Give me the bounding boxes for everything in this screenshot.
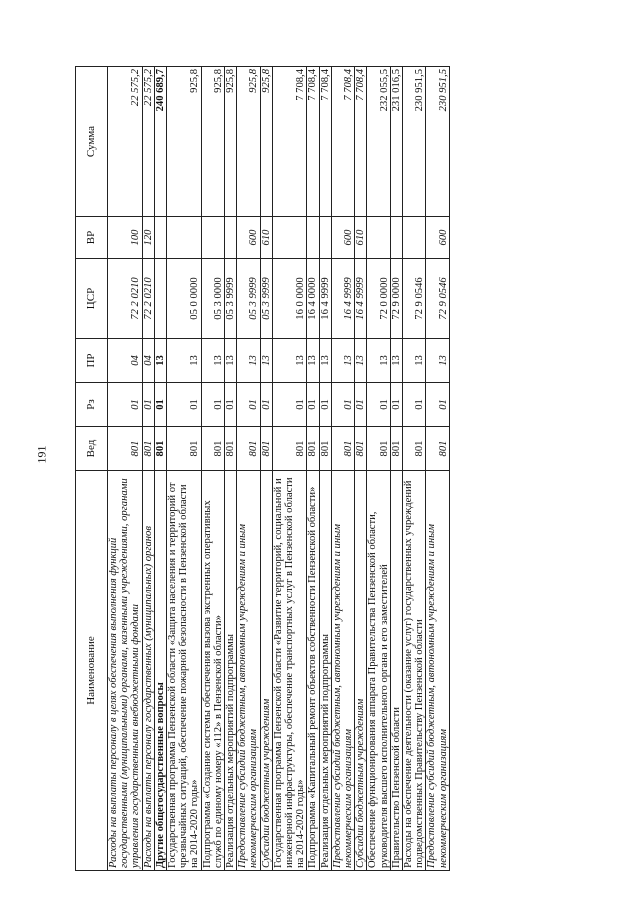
cell-name: Предоставление субсидий бюджетным, автономным учреждениям и иным некоммерческим организациям <box>426 471 449 871</box>
cell-sum: 925,8 <box>225 67 237 217</box>
cell-csr: 05 0 0000 <box>167 259 202 339</box>
header-ved: Вед <box>76 427 108 471</box>
cell-ved: 801 <box>154 427 166 471</box>
cell-vr: 600 <box>426 217 449 259</box>
cell-csr: 16 4 9999 <box>355 259 367 339</box>
cell-rz: 01 <box>260 383 272 427</box>
cell-rz: 01 <box>167 383 202 427</box>
budget-table <box>75 66 450 871</box>
cell-pr: 13 <box>154 339 166 383</box>
cell-pr: 13 <box>260 339 272 383</box>
cell-name: Подпрограмма «Капитальный ремонт объектов собственности Пензенской области» <box>307 471 319 871</box>
cell-csr: 72 9 0000 <box>390 259 402 339</box>
cell-pr: 13 <box>390 339 402 383</box>
cell-ved: 801 <box>142 427 154 471</box>
header-vr: ВР <box>76 217 108 259</box>
cell-sum: 7 708,4 <box>331 67 354 217</box>
cell-rz: 01 <box>367 383 390 427</box>
cell-rz: 01 <box>390 383 402 427</box>
table-row <box>390 67 402 871</box>
cell-sum: 925,8 <box>237 67 260 217</box>
table-row <box>225 67 237 871</box>
cell-name: Реализация отдельных мероприятий подпрограммы <box>225 471 237 871</box>
cell-rz: 01 <box>272 383 307 427</box>
cell-name: Расходы на выплаты персоналу в целях обеспечения выполнения функций государственными (муниципальными) органами, казенными учреждениями, органами управления государственными внебюджетными фондами <box>108 471 143 871</box>
cell-name: Государственная программа Пензенской области «Развитие территорий, социальной и инженерной инфраструктуры, обеспечение транспортных услуг в Пензенской области на 2014-2020 годы» <box>272 471 307 871</box>
cell-vr: 100 <box>108 217 143 259</box>
table-row <box>355 67 367 871</box>
table-row <box>237 67 260 871</box>
cell-vr: 120 <box>142 217 154 259</box>
cell-sum: 231 016,5 <box>390 67 402 217</box>
cell-ved: 801 <box>272 427 307 471</box>
cell-sum: 7 708,4 <box>319 67 331 217</box>
cell-ved: 801 <box>355 427 367 471</box>
cell-csr: 72 9 0546 <box>403 259 426 339</box>
table-row <box>307 67 319 871</box>
cell-sum: 230 951,5 <box>426 67 449 217</box>
header-sum: Сумма <box>76 67 108 217</box>
cell-rz: 01 <box>355 383 367 427</box>
cell-name: Предоставление субсидий бюджетным, автономным учреждениям и иным некоммерческим организациям <box>237 471 260 871</box>
cell-pr: 13 <box>225 339 237 383</box>
cell-name: Предоставление субсидий бюджетным, автономным учреждениям и иным некоммерческим организациям <box>331 471 354 871</box>
cell-ved: 801 <box>367 427 390 471</box>
cell-name: Другие общегосударственные вопросы <box>154 471 166 871</box>
cell-sum: 7 708,4 <box>307 67 319 217</box>
cell-pr: 13 <box>331 339 354 383</box>
cell-csr: 16 0 0000 <box>272 259 307 339</box>
table-header-row <box>76 67 108 871</box>
cell-name: Расходы на обеспечение деятельности (оказание услуг) государственных учреждений подведомственных Правительству Пензенской области <box>403 471 426 871</box>
table-row <box>167 67 202 871</box>
cell-csr: 05 3 9999 <box>260 259 272 339</box>
cell-pr: 13 <box>426 339 449 383</box>
cell-sum: 232 055,5 <box>367 67 390 217</box>
cell-csr: 16 4 9999 <box>331 259 354 339</box>
header-pr: ПР <box>76 339 108 383</box>
cell-name: Субсидии бюджетным учреждениям <box>355 471 367 871</box>
cell-sum: 230 951,5 <box>403 67 426 217</box>
table-row <box>260 67 272 871</box>
cell-pr: 13 <box>367 339 390 383</box>
cell-sum: 925,8 <box>167 67 202 217</box>
cell-name: Государственная программа Пензенской области «Защита населения и территорий от чрезвычайных ситуаций, обеспечение пожарной безопасности в Пензенской области на 2014-2020 годы» <box>167 471 202 871</box>
table-row <box>272 67 307 871</box>
cell-vr: 600 <box>237 217 260 259</box>
header-csr: ЦСР <box>76 259 108 339</box>
cell-rz: 01 <box>331 383 354 427</box>
cell-vr <box>390 217 402 259</box>
cell-ved: 801 <box>331 427 354 471</box>
cell-sum: 7 708,4 <box>355 67 367 217</box>
cell-ved: 801 <box>260 427 272 471</box>
page-number: 191 <box>34 445 49 464</box>
cell-vr <box>307 217 319 259</box>
cell-pr: 04 <box>142 339 154 383</box>
cell-csr: 72 2 0210 <box>142 259 154 339</box>
cell-pr: 13 <box>237 339 260 383</box>
header-rz: Рз <box>76 383 108 427</box>
cell-ved: 801 <box>108 427 143 471</box>
cell-pr: 13 <box>272 339 307 383</box>
cell-rz: 01 <box>225 383 237 427</box>
cell-vr <box>201 217 224 259</box>
cell-rz: 01 <box>108 383 143 427</box>
cell-name: Реализация отдельных мероприятий подпрограммы <box>319 471 331 871</box>
cell-rz: 01 <box>403 383 426 427</box>
table-row <box>426 67 449 871</box>
cell-ved: 801 <box>403 427 426 471</box>
cell-name: Подпрограмма «Создание системы обеспечения вызова экстренных оперативных служб по единому номеру «112» в Пензенской области» <box>201 471 224 871</box>
cell-sum: 925,8 <box>201 67 224 217</box>
table-row <box>367 67 390 871</box>
cell-ved: 801 <box>390 427 402 471</box>
cell-ved: 801 <box>201 427 224 471</box>
rotated-table-container <box>75 67 599 871</box>
cell-vr: 610 <box>355 217 367 259</box>
cell-csr: 05 3 0000 <box>201 259 224 339</box>
cell-vr <box>154 217 166 259</box>
header-name: Наименование <box>76 471 108 871</box>
cell-vr <box>167 217 202 259</box>
cell-name: Расходы на выплаты персоналу государственных (муниципальных) органов <box>142 471 154 871</box>
table-row <box>142 67 154 871</box>
cell-name: Обеспечение функционирования аппарата Правительства Пензенской области, руководителя высшего исполнительного органа и его заместителей <box>367 471 390 871</box>
cell-ved: 801 <box>225 427 237 471</box>
cell-ved: 801 <box>319 427 331 471</box>
cell-vr <box>272 217 307 259</box>
table-row <box>108 67 143 871</box>
cell-csr: 72 0 0000 <box>367 259 390 339</box>
cell-pr: 13 <box>167 339 202 383</box>
cell-sum: 22 575,2 <box>108 67 143 217</box>
table-row <box>319 67 331 871</box>
cell-pr: 13 <box>355 339 367 383</box>
cell-csr: 05 3 9999 <box>237 259 260 339</box>
table-row <box>154 67 166 871</box>
cell-vr: 600 <box>331 217 354 259</box>
cell-name: Субсидии бюджетным учреждениям <box>260 471 272 871</box>
cell-rz: 01 <box>307 383 319 427</box>
cell-csr: 05 3 9999 <box>225 259 237 339</box>
cell-sum: 7 708,4 <box>272 67 307 217</box>
cell-rz: 01 <box>237 383 260 427</box>
cell-csr: 16 4 9999 <box>319 259 331 339</box>
cell-csr: 72 9 0546 <box>426 259 449 339</box>
cell-rz: 01 <box>201 383 224 427</box>
cell-pr: 13 <box>201 339 224 383</box>
cell-rz: 01 <box>426 383 449 427</box>
cell-vr <box>225 217 237 259</box>
table-row <box>403 67 426 871</box>
cell-pr: 13 <box>319 339 331 383</box>
cell-pr: 13 <box>307 339 319 383</box>
cell-rz: 01 <box>319 383 331 427</box>
cell-ved: 801 <box>426 427 449 471</box>
cell-pr: 13 <box>403 339 426 383</box>
cell-rz: 01 <box>142 383 154 427</box>
cell-vr <box>403 217 426 259</box>
table-body <box>108 67 450 871</box>
table-row <box>331 67 354 871</box>
cell-sum: 925,8 <box>260 67 272 217</box>
cell-rz: 01 <box>154 383 166 427</box>
table-row <box>201 67 224 871</box>
cell-sum: 22 575,2 <box>142 67 154 217</box>
cell-csr <box>154 259 166 339</box>
cell-vr <box>319 217 331 259</box>
cell-name: Правительство Пензенской области <box>390 471 402 871</box>
cell-ved: 801 <box>167 427 202 471</box>
cell-sum: 240 689,7 <box>154 67 166 217</box>
cell-csr: 16 4 0000 <box>307 259 319 339</box>
cell-pr: 04 <box>108 339 143 383</box>
cell-ved: 801 <box>237 427 260 471</box>
cell-csr: 72 2 0210 <box>108 259 143 339</box>
cell-ved: 801 <box>307 427 319 471</box>
cell-vr: 610 <box>260 217 272 259</box>
cell-vr <box>367 217 390 259</box>
